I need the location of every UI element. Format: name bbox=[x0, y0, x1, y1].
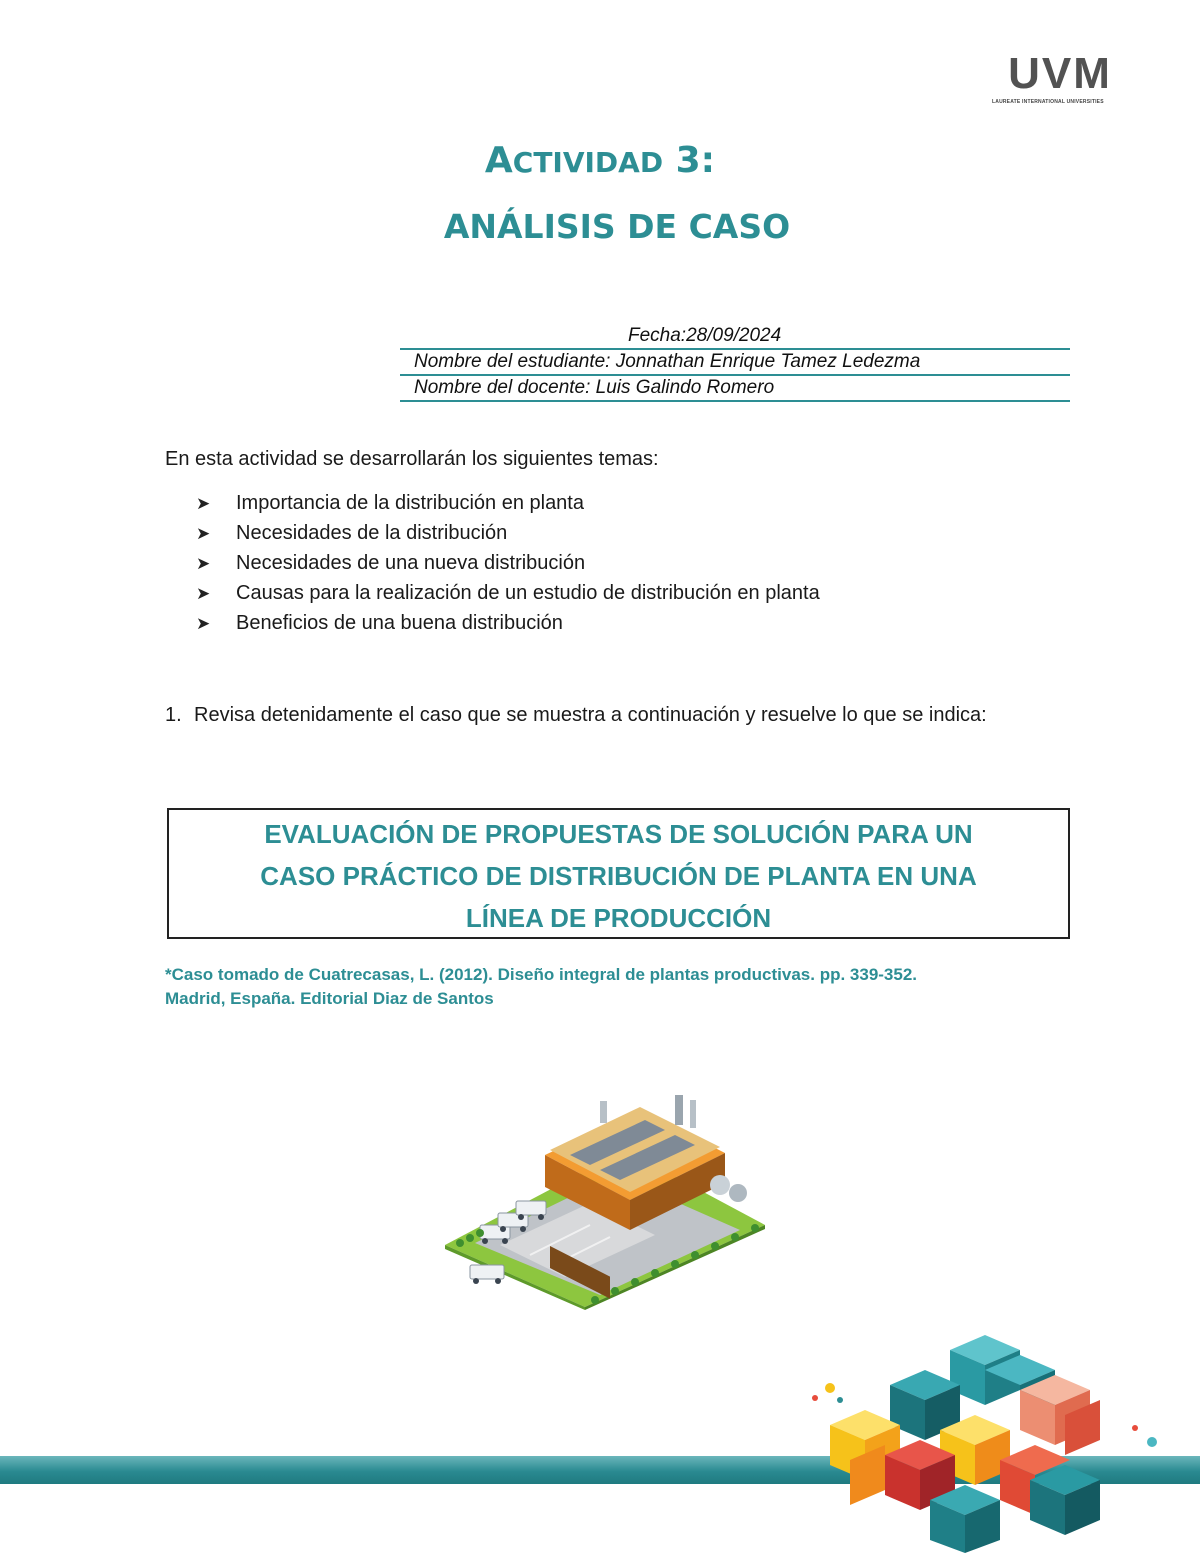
intro-text: En esta actividad se desarrollarán los siguientes temas: bbox=[165, 448, 659, 470]
topic-text: Importancia de la distribución en planta bbox=[236, 492, 584, 514]
factory-illustration bbox=[440, 1095, 770, 1310]
logo-wordmark: UVM bbox=[1008, 49, 1112, 98]
arrow-bullet-icon: ➤ bbox=[196, 584, 211, 603]
topic-text: Causas para la realización de un estudio de distribución en planta bbox=[236, 582, 820, 604]
instruction-number: 1. bbox=[165, 704, 182, 726]
citation-line-1: *Caso tomado de Cuatrecasas, L. (2012). Diseño integral de plantas productivas. pp. 339-352. bbox=[165, 965, 918, 984]
logo-tagline: LAUREATE INTERNATIONAL UNIVERSITIES bbox=[992, 99, 1104, 105]
topic-list bbox=[196, 488, 820, 638]
list-item bbox=[196, 548, 820, 578]
case-title-line-2: CASO PRÁCTICO DE DISTRIBUCIÓN DE PLANTA EN UNA bbox=[260, 861, 977, 891]
cubes-decoration bbox=[790, 1330, 1170, 1553]
citation bbox=[165, 963, 1065, 1011]
date-line: Fecha:28/09/2024 bbox=[400, 324, 1070, 350]
arrow-bullet-icon: ➤ bbox=[196, 524, 211, 543]
instruction-text: Revisa detenidamente el caso que se muestra a continuación y resuelve lo que se indica: bbox=[194, 704, 987, 726]
title-number: 3: bbox=[663, 140, 716, 181]
arrow-bullet-icon: ➤ bbox=[196, 494, 211, 513]
list-item bbox=[196, 578, 820, 608]
topic-text: Beneficios de una buena distribución bbox=[236, 612, 563, 634]
teacher-name-line: Nombre del docente: Luis Galindo Romero bbox=[400, 376, 1070, 402]
uvm-logo bbox=[990, 49, 1130, 110]
arrow-bullet-icon: ➤ bbox=[196, 554, 211, 573]
list-item bbox=[196, 518, 820, 548]
title-smallcaps: CTIVIDAD bbox=[512, 146, 664, 179]
case-title-box bbox=[167, 808, 1070, 939]
list-item bbox=[196, 608, 820, 638]
student-name-line: Nombre del estudiante: Jonnathan Enrique Tamez Ledezma bbox=[400, 350, 1070, 376]
title-initial: A bbox=[484, 140, 513, 181]
arrow-bullet-icon: ➤ bbox=[196, 614, 211, 633]
case-title-line-3: LÍNEA DE PRODUCCIÓN bbox=[465, 903, 772, 933]
topic-text: Necesidades de una nueva distribución bbox=[236, 552, 586, 574]
numbered-instruction bbox=[165, 700, 1065, 730]
page-subtitle: ANÁLISIS DE CASO bbox=[443, 207, 791, 246]
citation-line-2: Madrid, España. Editorial Diaz de Santos bbox=[165, 989, 494, 1008]
case-title-line-1: EVALUACIÓN DE PROPUESTAS DE SOLUCIÓN PARA UN bbox=[264, 819, 973, 849]
activity-title bbox=[0, 140, 1200, 181]
topic-text: Necesidades de la distribución bbox=[236, 522, 508, 544]
list-item bbox=[196, 488, 820, 518]
